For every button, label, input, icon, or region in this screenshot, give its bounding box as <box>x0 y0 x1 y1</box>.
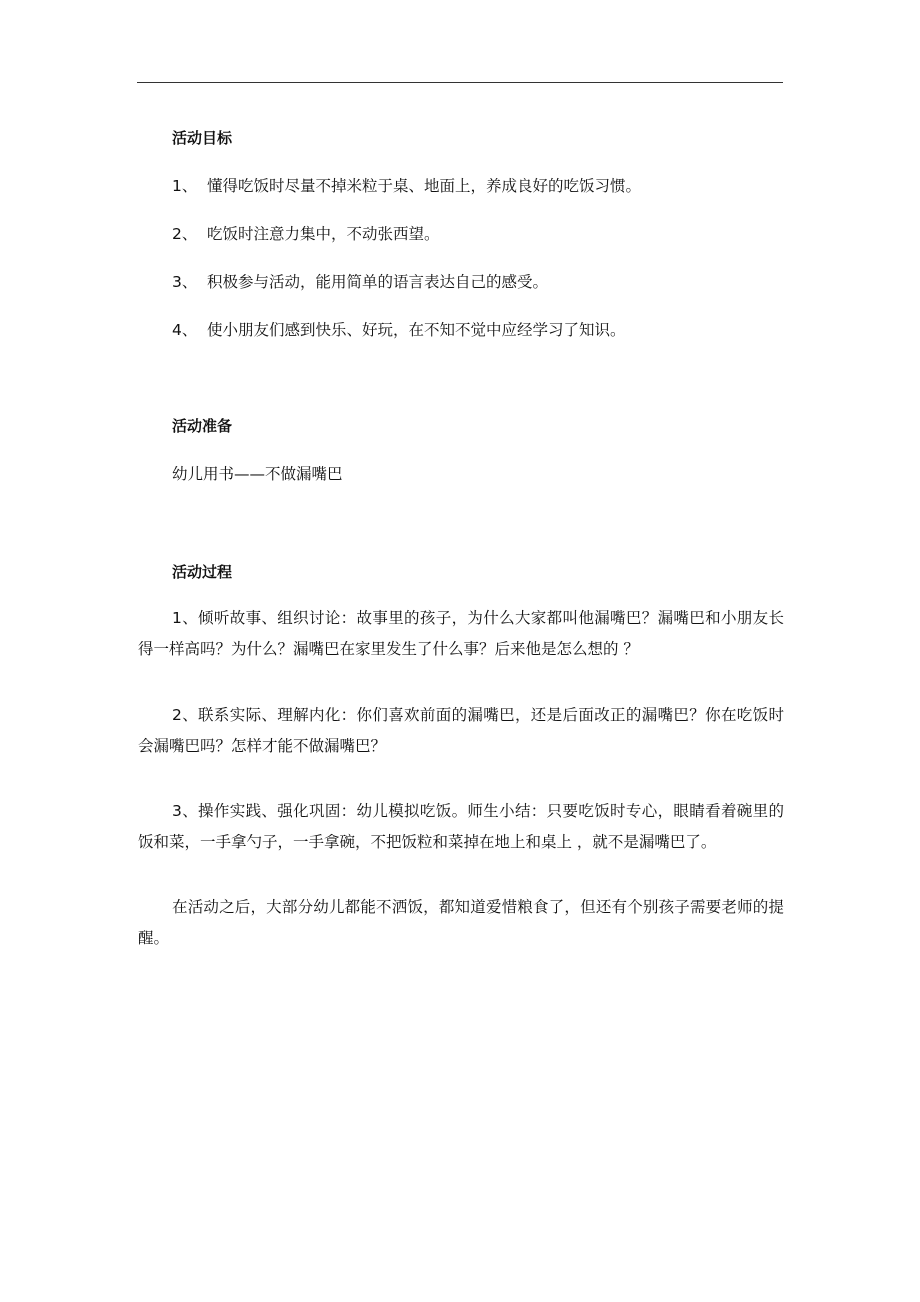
preparation-text: 幼儿用书——不做漏嘴巴 <box>172 465 343 483</box>
goal-item-number: 2、 <box>172 225 198 243</box>
process-paragraph-2: 2、联系实际、理解内化：你们喜欢前面的漏嘴巴，还是后面改正的漏嘴巴？你在吃饭时会漏嘴巴吗？怎样才能不做漏嘴巴？ <box>138 706 784 755</box>
goal-item-text: 懂得吃饭时尽量不掉米粒于桌、地面上，养成良好的吃饭习惯。 <box>207 177 642 195</box>
goal-item-2 <box>172 224 440 244</box>
goal-item-4 <box>172 320 626 340</box>
process-summary-paragraph: 在活动之后，大部分幼儿都能不洒饭，都知道爱惜粮食了，但还有个别孩子需要老师的提醒。 <box>138 898 784 947</box>
goal-item-number: 1、 <box>172 177 198 195</box>
goal-item-3 <box>172 272 548 292</box>
goal-item-text: 吃饭时注意力集中，不动张西望。 <box>207 225 440 243</box>
goal-item-1 <box>172 176 641 196</box>
goals-heading: 活动目标 <box>172 129 233 147</box>
goal-item-text: 积极参与活动，能用简单的语言表达自己的感受。 <box>207 273 549 291</box>
preparation-heading: 活动准备 <box>172 417 233 435</box>
goal-item-text: 使小朋友们感到快乐、好玩，在不知不觉中应经学习了知识。 <box>207 321 626 339</box>
goal-item-number: 4、 <box>172 321 198 339</box>
process-paragraph-1: 1、倾听故事、组织讨论：故事里的孩子，为什么大家都叫他漏嘴巴？漏嘴巴和小朋友长得一样高吗？为什么？漏嘴巴在家里发生了什么事？后来他是怎么想的 ？ <box>138 609 784 658</box>
header-rule <box>137 82 783 83</box>
goal-item-number: 3、 <box>172 273 198 291</box>
process-heading: 活动过程 <box>172 563 233 581</box>
process-paragraph-3: 3、操作实践、强化巩固：幼儿模拟吃饭。师生小结：只要吃饭时专心，眼睛看着碗里的饭和菜，一手拿勺子，一手拿碗，不把饭粒和菜掉在地上和桌上 ，就不是漏嘴巴了。 <box>138 802 784 851</box>
